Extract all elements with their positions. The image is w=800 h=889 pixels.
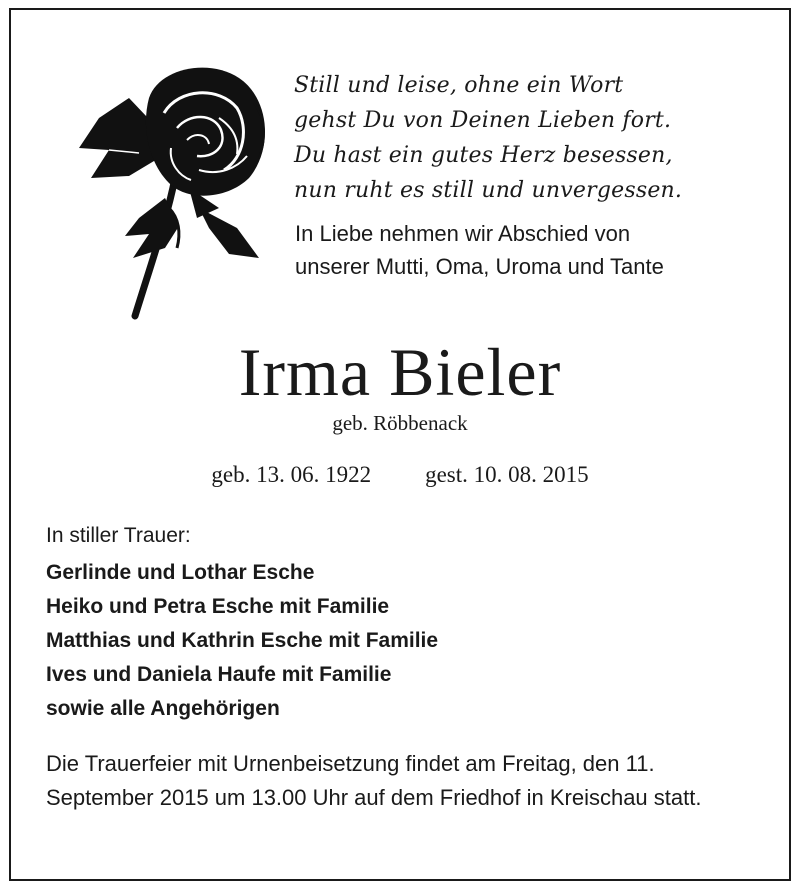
poem xyxy=(294,68,764,208)
mourner-entry: Heiko und Petra Esche mit Familie xyxy=(46,595,390,618)
mourner-entry: Gerlinde und Lothar Esche xyxy=(46,561,315,584)
poem-line: nun ruht es still und unvergessen. xyxy=(294,178,683,203)
mourner-entry: Matthias und Kathrin Esche mit Familie xyxy=(46,629,439,652)
poem-line: Still und leise, ohne ein Wort xyxy=(294,73,624,98)
poem-line: gehst Du von Deinen Lieben fort. xyxy=(294,108,672,133)
deceased-name: Irma Bieler xyxy=(238,334,562,410)
intro-line: unserer Mutti, Oma, Uroma und Tante xyxy=(295,254,664,279)
funeral-notice: Die Trauerfeier mit Urnenbeisetzung findet am Freitag, den 11. September 2015 um 13.00 Uhr auf dem Friedhof in Kreischau statt. xyxy=(46,751,702,810)
intro-line: In Liebe nehmen wir Abschied von xyxy=(295,221,631,246)
death-date: gest. 10. 08. 2015 xyxy=(425,462,589,487)
mourner-entry: Ives und Daniela Haufe mit Familie xyxy=(46,663,392,686)
rose-icon xyxy=(69,58,281,320)
maiden-name: geb. Röbbenack xyxy=(332,411,468,435)
obituary-card xyxy=(9,8,791,881)
life-dates xyxy=(11,460,789,490)
mourners-list xyxy=(46,556,746,726)
mourner-entry: sowie alle Angehörigen xyxy=(46,697,280,720)
poem-line: Du hast ein gutes Herz besessen, xyxy=(294,143,673,168)
mourning-label: In stiller Trauer: xyxy=(46,524,191,547)
intro-text xyxy=(295,217,775,283)
birth-date: geb. 13. 06. 1922 xyxy=(211,462,372,487)
